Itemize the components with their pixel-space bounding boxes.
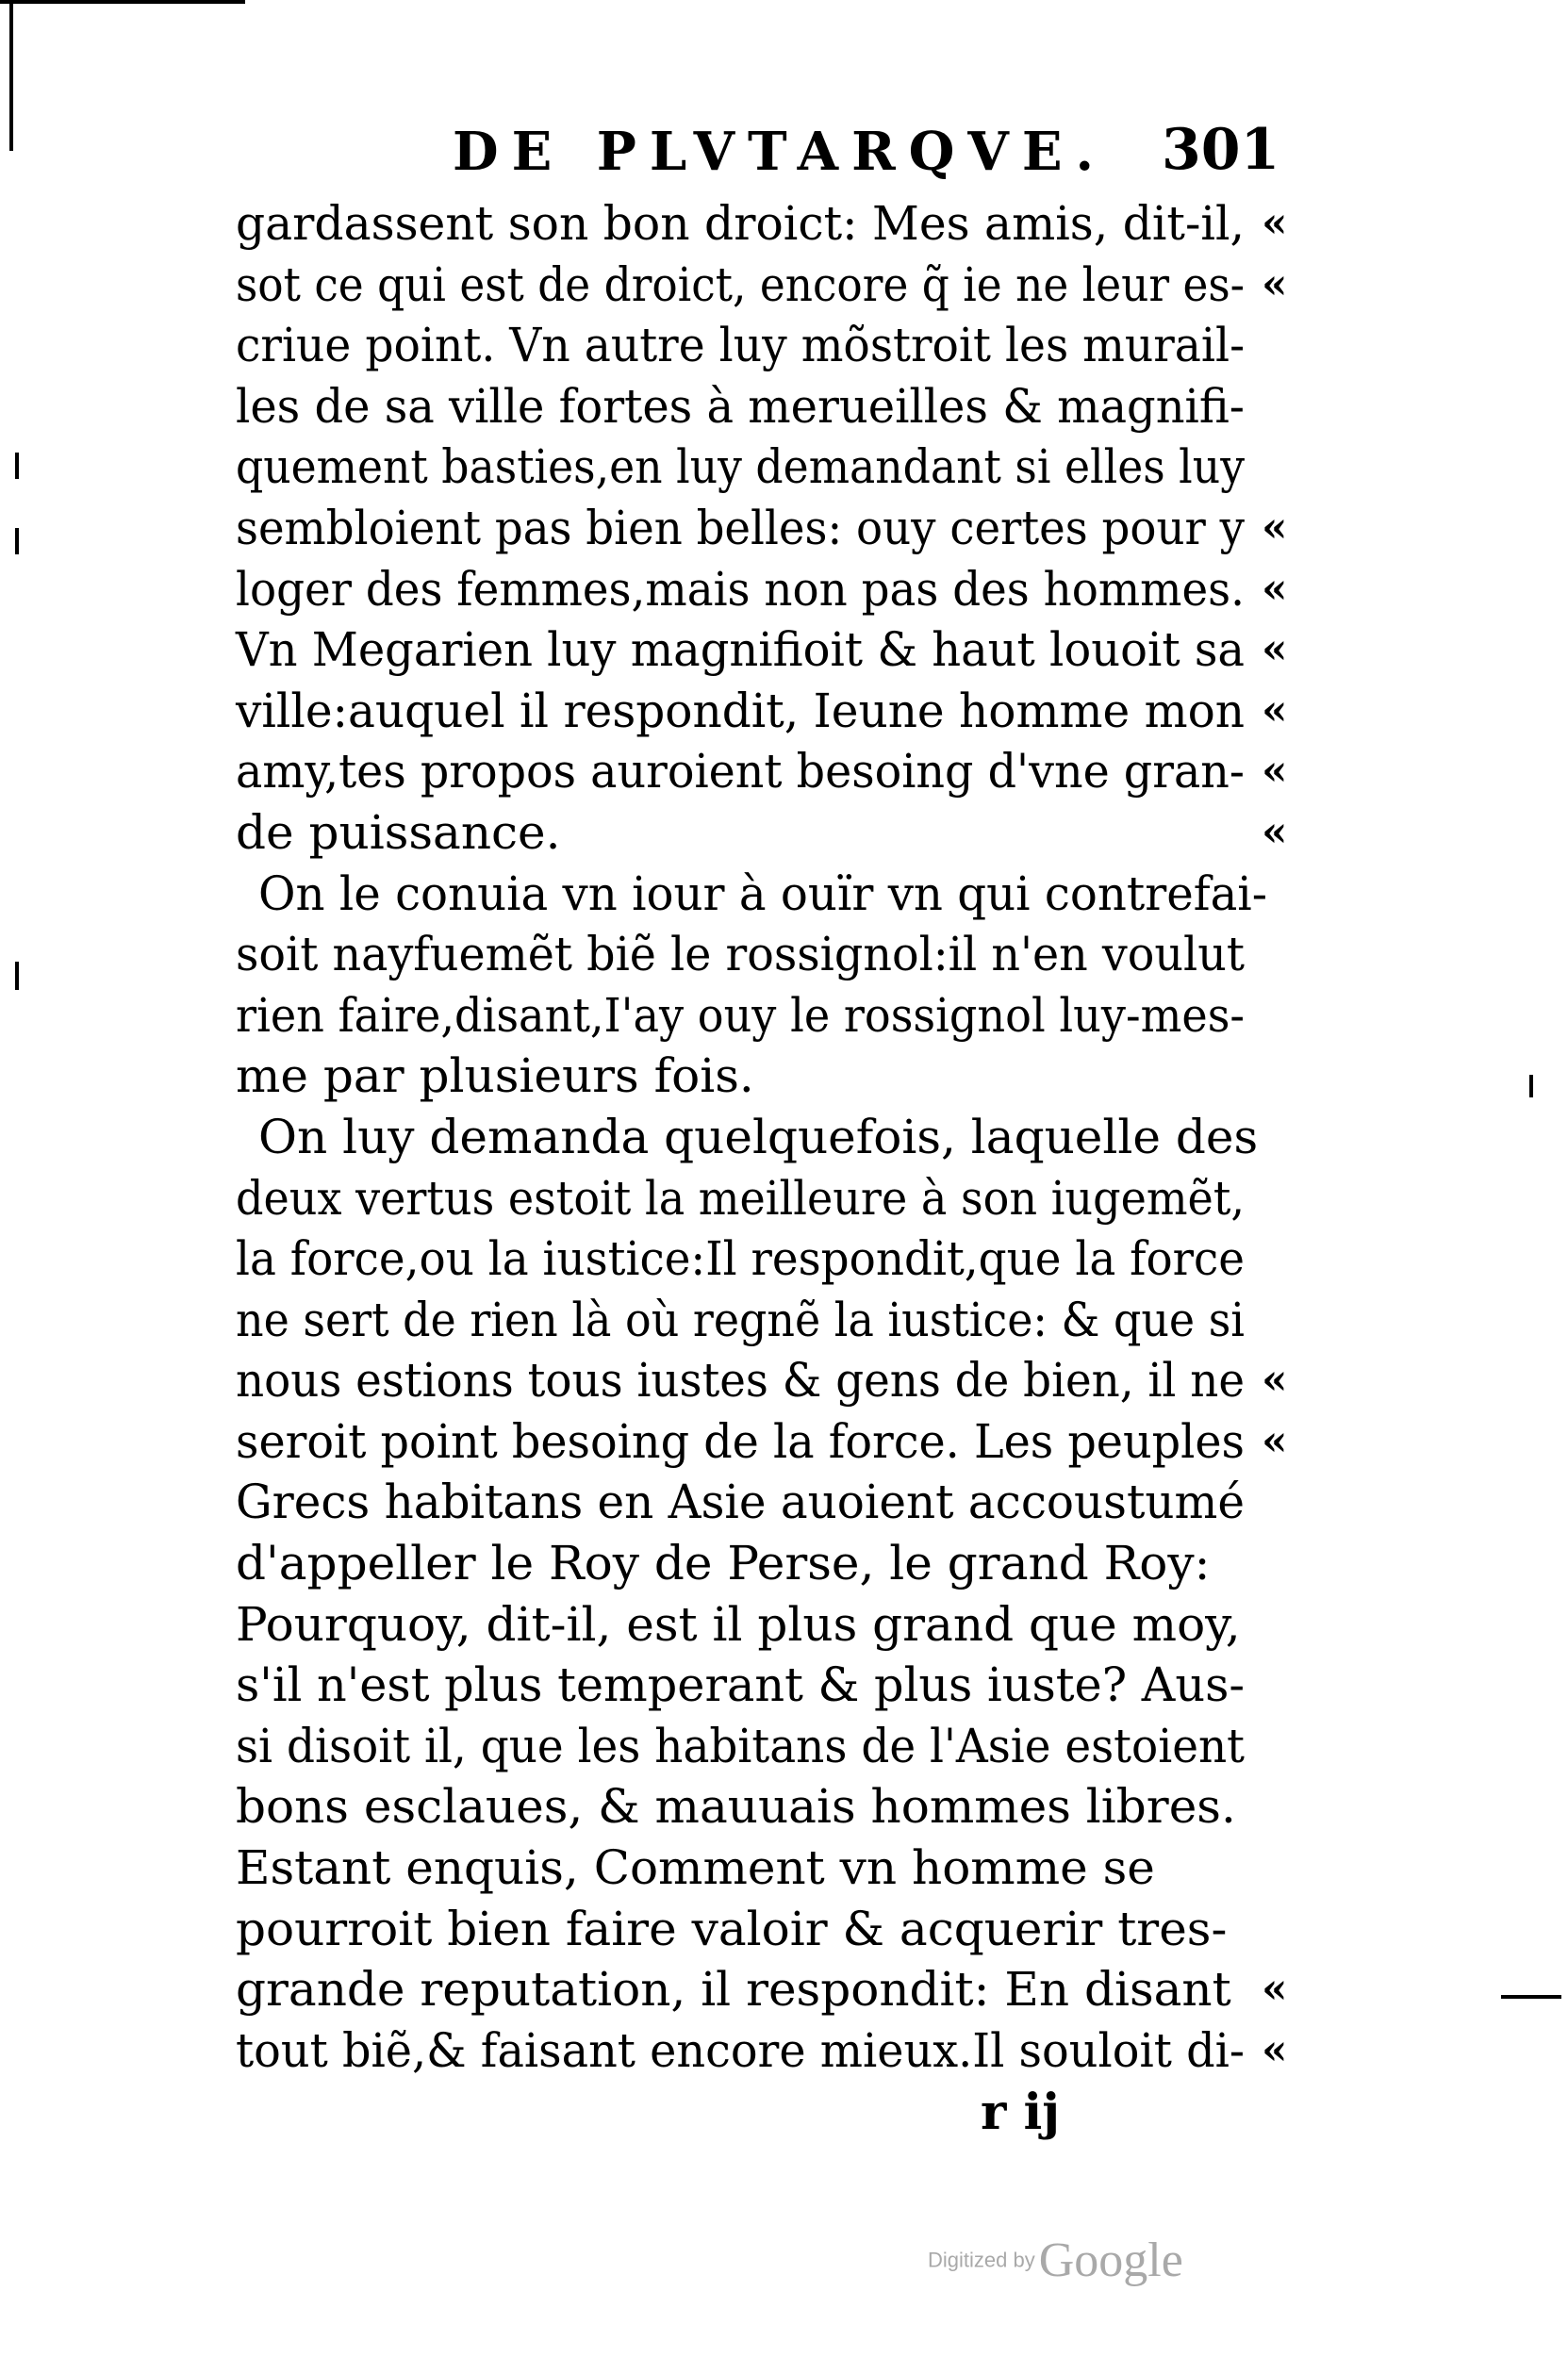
line-text: Vn Megarien luy magnifioit & haut louoit sa — [236, 622, 1245, 678]
text-line — [236, 376, 1311, 437]
text-line — [236, 924, 1311, 985]
text-line — [236, 1594, 1311, 1656]
text-line — [236, 681, 1311, 742]
text-line — [236, 498, 1311, 559]
quotation-mark: « — [1262, 2025, 1288, 2074]
quotation-mark: « — [1262, 625, 1288, 674]
margin-mark — [15, 962, 19, 990]
line-text: loger des femmes,mais non pas des hommes. — [236, 561, 1245, 617]
margin-mark — [1529, 1075, 1533, 1097]
text-line — [236, 1838, 1311, 1899]
text-line — [236, 1107, 1311, 1168]
line-text: Pourquoy, dit-il, est il plus grand que moy, — [236, 1596, 1241, 1652]
text-line — [236, 985, 1311, 1047]
text-line — [236, 802, 1311, 864]
text-line — [236, 1533, 1311, 1594]
line-text: On le conuia vn iour à ouïr vn qui contrefai- — [258, 865, 1267, 921]
quotation-mark: « — [1262, 199, 1288, 247]
text-line — [236, 1411, 1311, 1473]
line-text: ville:auquel il respondit, Ieune homme mon — [236, 683, 1245, 738]
line-text: tout biẽ,& faisant encore mieux.Il souloit di- — [236, 2022, 1245, 2078]
line-text: me par plusieurs fois. — [236, 1048, 754, 1104]
line-text: Grecs habitans en Asie auoient accoustumé — [236, 1475, 1245, 1530]
text-line — [236, 559, 1311, 620]
line-text: criue point. Vn autre luy mõstroit les murail- — [236, 318, 1245, 373]
quotation-mark: « — [1262, 564, 1288, 613]
page-number: 301 — [1162, 117, 1280, 183]
running-title: DE PLVTARQVE. — [453, 121, 1108, 183]
line-text: les de sa ville fortes à merueilles & magnifi- — [236, 378, 1245, 434]
line-text: sot ce qui est de droict, encore q̃ ie ne leur es- — [236, 256, 1245, 312]
line-text: la force,ou la iustice:Il respondit,que la force — [236, 1231, 1245, 1287]
google-logo: Google — [1038, 2233, 1183, 2287]
text-line — [236, 437, 1311, 498]
text-line — [236, 1655, 1311, 1716]
line-text: On luy demanda quelquefois, laquelle des — [258, 1109, 1259, 1164]
text-line — [236, 255, 1311, 316]
text-line — [236, 193, 1311, 255]
line-text: deux vertus estoit la meilleure à son iugemẽt, — [236, 1170, 1245, 1226]
quotation-mark: « — [1262, 1416, 1288, 1465]
text-line — [236, 1716, 1311, 1777]
text-line — [236, 619, 1311, 681]
text-line — [236, 741, 1311, 802]
quotation-mark: « — [1262, 807, 1288, 856]
text-line — [236, 2020, 1311, 2082]
scan-edge-top — [0, 0, 245, 4]
quotation-mark: « — [1262, 259, 1288, 308]
line-text: de puissance. — [236, 804, 561, 860]
line-text: grande reputation, il respondit: En disant — [236, 1962, 1231, 2018]
text-line — [236, 1959, 1311, 2020]
quotation-mark: « — [1262, 685, 1288, 734]
line-text: nous estions tous iustes & gens de bien, il ne — [236, 1353, 1245, 1409]
line-text: amy,tes propos auroient besoing d'vne gran- — [236, 744, 1245, 799]
line-text: quement basties,en luy demandant si elles luy — [236, 439, 1245, 495]
quotation-mark: « — [1262, 1965, 1288, 2014]
text-line — [236, 1776, 1311, 1838]
line-text: sembloient pas bien belles: ouy certes pour y — [236, 500, 1245, 555]
text-line — [236, 1046, 1311, 1107]
line-text: s'il n'est plus temperant & plus iuste? Aus- — [236, 1657, 1245, 1713]
text-line — [236, 864, 1311, 925]
body-text — [236, 193, 1311, 2081]
text-line — [236, 315, 1311, 376]
line-text: pourroit bien faire valoir & acquerir tres- — [236, 1901, 1228, 1956]
line-text: d'appeller le Roy de Perse, le grand Roy: — [236, 1536, 1211, 1591]
line-text: si disoit il, que les habitans de l'Asie estoient — [236, 1718, 1245, 1773]
digitized-watermark — [928, 2233, 1183, 2288]
text-line — [236, 1290, 1311, 1351]
margin-mark — [15, 453, 19, 479]
text-line — [236, 1350, 1311, 1411]
margin-mark — [15, 528, 19, 554]
text-line — [236, 1168, 1311, 1229]
signature-mark: r ij — [981, 2084, 1061, 2141]
line-text: soit nayfuemẽt biẽ le rossignol:il n'en voulut — [236, 927, 1245, 982]
text-line — [236, 1472, 1311, 1533]
quotation-mark: « — [1262, 1356, 1288, 1405]
watermark-prefix: Digitized by — [928, 2248, 1035, 2272]
line-text: seroit point besoing de la force. Les peuples — [236, 1413, 1245, 1469]
margin-mark — [1501, 1995, 1561, 1999]
line-text: Estant enquis, Comment vn homme se — [236, 1840, 1155, 1896]
line-text: bons esclaues, & mauuais hommes libres. — [236, 1779, 1236, 1835]
text-line — [236, 1228, 1311, 1290]
text-line — [236, 1899, 1311, 1960]
scan-edge-left — [9, 0, 13, 151]
line-text: gardassent son bon droict: Mes amis, dit-il, — [236, 196, 1245, 251]
line-text: ne sert de rien là où regnẽ la iustice: & que si — [236, 1292, 1245, 1347]
quotation-mark: « — [1262, 747, 1288, 796]
line-text: rien faire,disant,I'ay ouy le rossignol luy-mes- — [236, 987, 1245, 1043]
quotation-mark: « — [1262, 503, 1288, 552]
